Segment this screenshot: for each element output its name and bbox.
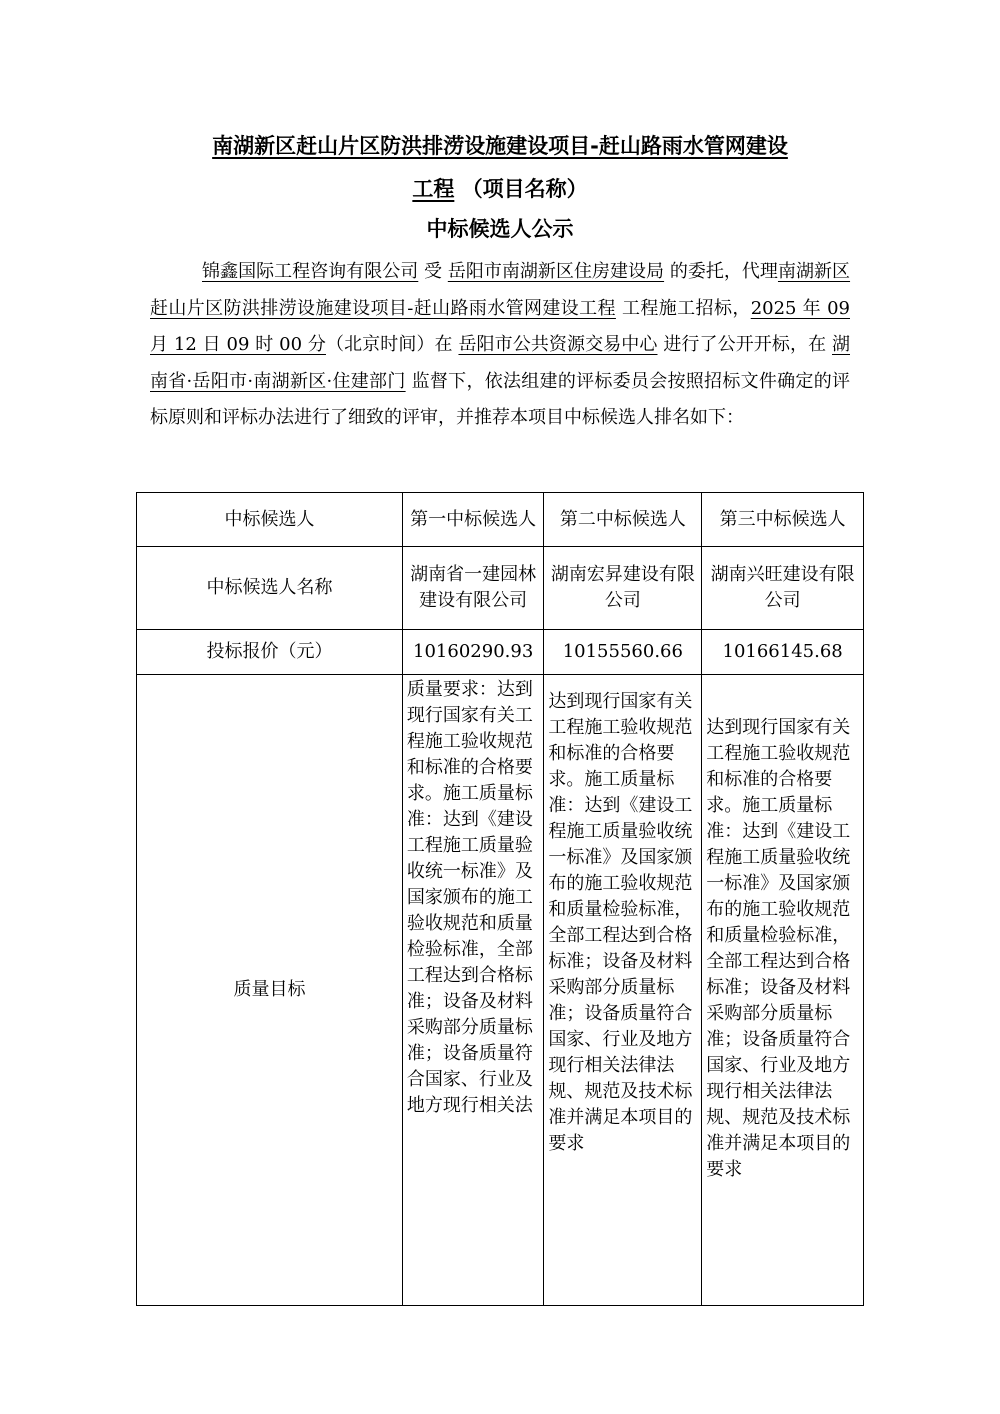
quality-target-3: 达到现行国家有关工程施工验收规范和标准的合格要求。施工质量标准：达到《建设工程施工质量验收统一标准》及国家颁布的施工验收规范和质量检验标准，全部工程达到合格标准；设备及材料采购部分质量标准；设备质量符合国家、行业及地方现行相关法律法规、规范及技术标准并满足本项目的要求 bbox=[702, 675, 864, 1306]
opening-time: 2025 年 09 月 12 日 09 时 00 分 bbox=[150, 297, 850, 355]
intro-text: 受 bbox=[424, 261, 443, 282]
bid-price-2: 10155560.66 bbox=[544, 630, 702, 675]
table-header-cell: 第二中标候选人 bbox=[544, 493, 702, 547]
title-project-name: 南湖新区赶山片区防洪排涝设施建设项目-赶山路雨水管网建设 bbox=[212, 134, 788, 158]
title-line-2 bbox=[150, 173, 850, 203]
agency-name: 锦鑫国际工程咨询有限公司 bbox=[202, 261, 419, 282]
title-project-name-end: 工程 bbox=[412, 177, 455, 201]
intro-text: 进行了公开开标，在 bbox=[663, 334, 827, 355]
page-heading: 中标候选人公示 bbox=[426, 217, 574, 241]
table-header-cell: 中标候选人 bbox=[137, 493, 403, 547]
table-row bbox=[137, 547, 864, 630]
candidate-name-1: 湖南省一建园林建设有限公司 bbox=[402, 547, 544, 630]
table-header-row bbox=[137, 493, 864, 547]
table-header-cell: 第一中标候选人 bbox=[402, 493, 544, 547]
intro-paragraph bbox=[150, 254, 850, 437]
row-label: 投标报价（元） bbox=[137, 630, 403, 675]
candidate-name-2: 湖南宏昇建设有限公司 bbox=[544, 547, 702, 630]
title-line-1 bbox=[150, 130, 850, 160]
intro-text: 工程施工招标， bbox=[622, 297, 751, 319]
intro-text: 监督下，依法组建的评标委员会按照招标文件确定的评标原则和评标办法进行了细致的评审，并推荐本项目中标候选人排名如下： bbox=[150, 370, 850, 428]
intro-text: 的委托，代理 bbox=[669, 261, 778, 282]
supervisor-name: 湖南省·岳阳市·南湖新区·住建部门 bbox=[150, 334, 850, 392]
bid-price-1: 10160290.93 bbox=[402, 630, 544, 675]
opening-place: 岳阳市公共资源交易中心 bbox=[458, 334, 658, 355]
project-name: 南湖新区赶山片区防洪排涝设施建设项目-赶山路雨水管网建设工程 bbox=[150, 261, 851, 319]
candidate-name-3: 湖南兴旺建设有限公司 bbox=[702, 547, 864, 630]
table-header-cell: 第三中标候选人 bbox=[702, 493, 864, 547]
client-name: 岳阳市南湖新区住房建设局 bbox=[447, 261, 665, 282]
quality-target-2: 达到现行国家有关工程施工验收规范和标准的合格要求。施工质量标准：达到《建设工程施工质量验收统一标准》及国家颁布的施工验收规范和质量检验标准，全部工程达到合格标准；设备及材料采购部分质量标准；设备质量符合国家、行业及地方现行相关法律法规、规范及技术标准并满足本项目的要求 bbox=[544, 675, 702, 1306]
row-label: 质量目标 bbox=[137, 675, 403, 1306]
row-label: 中标候选人名称 bbox=[137, 547, 403, 630]
title-project-label: （项目名称） bbox=[461, 177, 588, 201]
table-row bbox=[137, 630, 864, 675]
candidate-table bbox=[136, 492, 864, 1306]
quality-target-1: 质量要求：达到现行国家有关工程施工验收规范和标准的合格要求。施工质量标准：达到《建设工程施工质量验收统一标准》及国家颁布的施工验收规范和质量检验标准，全部工程达到合格标准；设备及材料采购部分质量标准；设备质量符合国家、行业及地方现行相关法 bbox=[402, 675, 544, 1306]
bid-price-3: 10166145.68 bbox=[702, 630, 864, 675]
intro-text: （北京时间）在 bbox=[325, 334, 453, 355]
table-row bbox=[137, 675, 864, 1306]
